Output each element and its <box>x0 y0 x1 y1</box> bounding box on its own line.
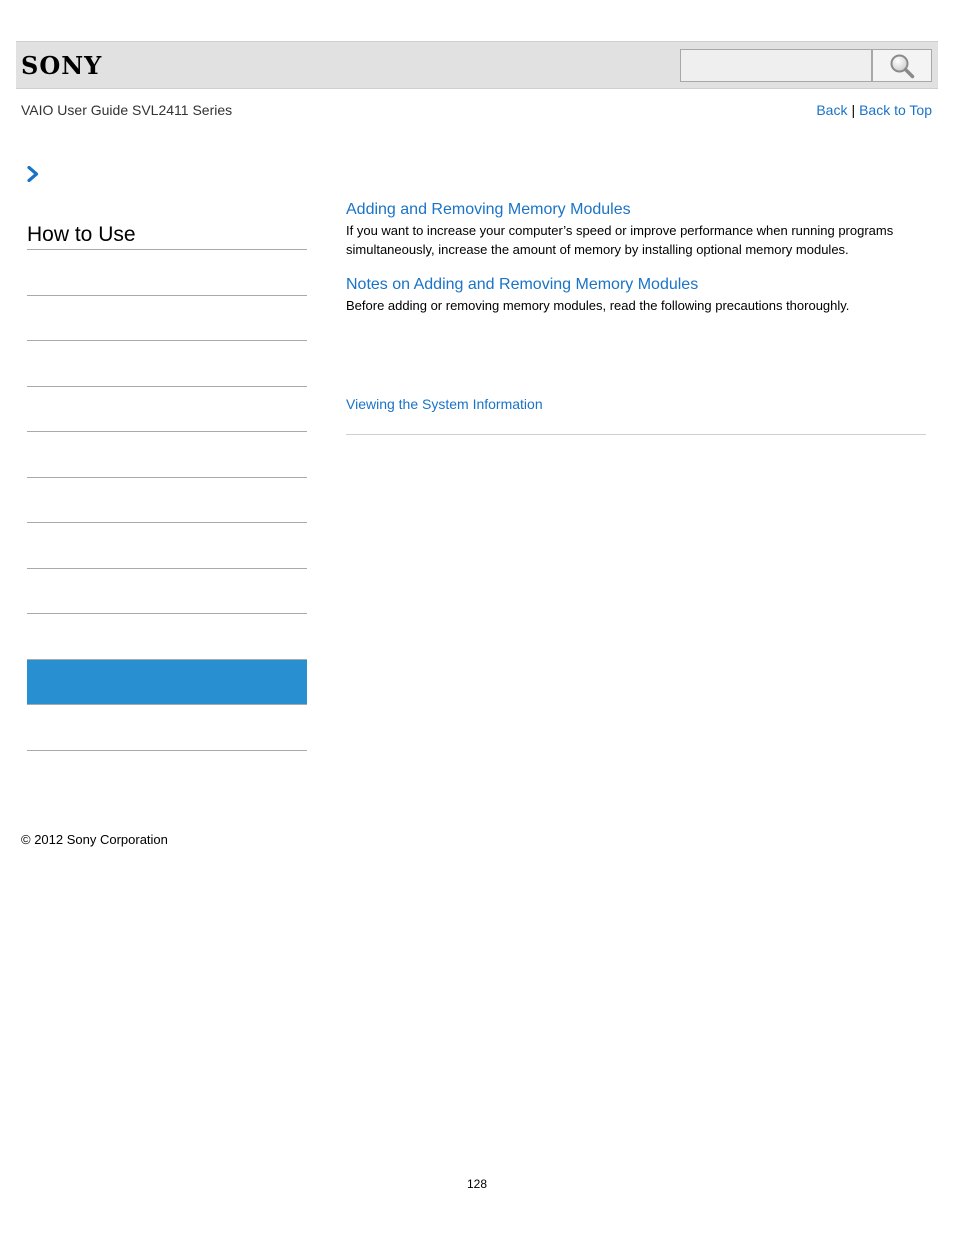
search-input[interactable] <box>680 49 872 82</box>
sidebar-item[interactable] <box>27 660 307 705</box>
guide-title: VAIO User Guide SVL2411 Series <box>21 102 233 118</box>
sidebar-divider <box>27 750 307 751</box>
topic-link-adding-removing-memory[interactable]: Adding and Removing Memory Modules <box>346 201 631 218</box>
search-icon <box>889 53 915 79</box>
nav-links <box>816 102 932 118</box>
sidebar-item[interactable] <box>27 523 307 568</box>
sidebar-divider <box>27 613 307 614</box>
sidebar-item[interactable] <box>27 614 307 659</box>
topic-item <box>346 275 926 316</box>
sidebar-divider <box>27 431 307 432</box>
back-link[interactable]: Back <box>816 102 848 118</box>
sidebar-item[interactable] <box>27 432 307 477</box>
nav-separator: | <box>851 102 856 118</box>
sidebar-divider <box>27 340 307 341</box>
sidebar-item[interactable] <box>27 569 307 614</box>
content-divider <box>346 434 926 435</box>
sidebar-divider <box>27 659 307 660</box>
sidebar-divider <box>27 568 307 569</box>
sidebar-divider <box>27 386 307 387</box>
main-content <box>346 200 926 316</box>
topic-description: Before adding or removing memory modules, read the following precautions thoroughly. <box>346 298 850 313</box>
sidebar-divider <box>27 295 307 296</box>
topic-item <box>346 200 926 259</box>
sidebar-item[interactable] <box>27 341 307 386</box>
sidebar-divider <box>27 522 307 523</box>
sidebar-divider <box>27 704 307 705</box>
sidebar-divider <box>27 477 307 478</box>
back-to-top-link[interactable]: Back to Top <box>859 102 932 118</box>
sony-logo[interactable]: SONY <box>21 51 103 80</box>
search-button[interactable] <box>872 49 932 82</box>
sidebar-item[interactable] <box>27 296 307 341</box>
topic-description: If you want to increase your computer’s speed or improve performance when running programs simultaneously, increase the amount of memory by installing optional memory modules. <box>346 223 894 257</box>
copyright: © 2012 Sony Corporation <box>21 832 168 847</box>
sidebar-item[interactable] <box>27 250 307 295</box>
sidebar-item[interactable] <box>27 478 307 523</box>
sidebar-item[interactable] <box>27 705 307 750</box>
chevron-right-icon <box>26 166 40 182</box>
topic-link-notes-memory[interactable]: Notes on Adding and Removing Memory Modules <box>346 276 699 293</box>
sidebar-item[interactable] <box>27 387 307 432</box>
header-bar <box>16 41 938 89</box>
breadcrumb[interactable] <box>26 166 40 187</box>
sidebar-title: How to Use <box>27 223 136 246</box>
related-link-system-information[interactable]: Viewing the System Information <box>346 396 543 412</box>
sidebar-divider <box>27 249 307 250</box>
page-number: 128 <box>466 1177 488 1191</box>
